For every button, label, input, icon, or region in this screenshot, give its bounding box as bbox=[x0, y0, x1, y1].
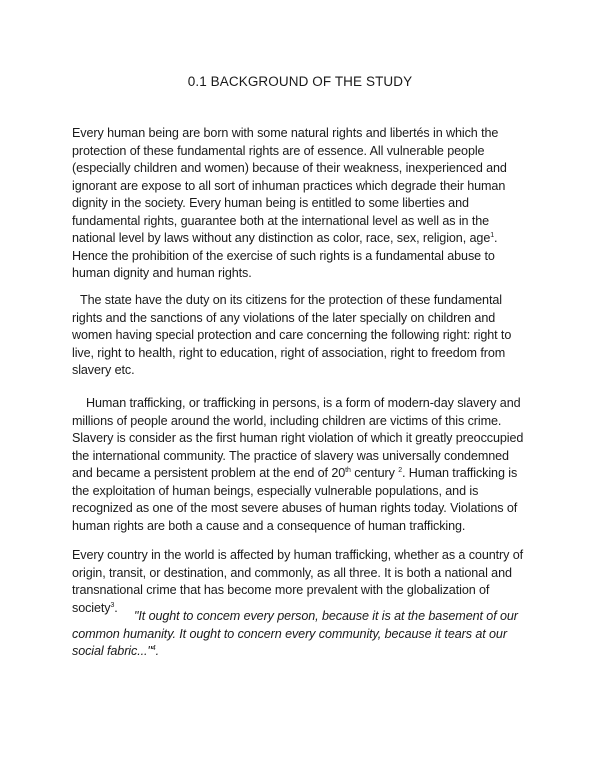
paragraph-trafficking-tail: . Human trafficking is the exploitation of human beings, especially vulnerable populations, and is recognized as one of the most severe abuses of human rights today. Violations of human rights are both a cause and a consequence of human trafficking. bbox=[72, 466, 518, 533]
paragraph-state-duty bbox=[72, 292, 532, 380]
block-quote-text: "It ought to concem every person, because it is at the basement of our common humanity. It ought to concern every community, because it tears at our social fabric..." bbox=[72, 609, 518, 658]
paragraph-trafficking-text-b: century bbox=[350, 466, 399, 480]
paragraph-state-duty-text: The state have the duty on its citizens for the protection of these fundamental rights and the sanctions of any violations of the later specially on children and women having special protection and care concerning the following right: right to live, right to health, right to education, right of association, right to freedom from slavery etc. bbox=[72, 293, 512, 377]
paragraph-rights-text: Every human being are born with some natural rights and libertés in which the protection of these fundamental rights are of essence. All vulnerable people (especially children and women) because of their weakness, inexperienced and ignorant are expose to all sort of inhuman practices which degrade their human dignity in the society. Every human being is entitled to some liberties and fundamental rights, guarantee both at the international level as well as in the national level by laws without any distinction as color, race, sex, religion, age bbox=[72, 126, 507, 245]
ordinal-suffix: th bbox=[345, 466, 351, 474]
paragraph-trafficking bbox=[72, 395, 532, 535]
footnote-marker-4: 4 bbox=[151, 644, 156, 652]
paragraph-every-country-text: Every country in the world is affected by human trafficking, whether as a country of origin, transit, or destination, and commonly, as all three. It is both a national and transnational crime that has become more prevalent with the globalization of society bbox=[72, 548, 524, 615]
section-heading: 0.1 BACKGROUND OF THE STUDY bbox=[187, 74, 413, 89]
paragraph-every-country bbox=[72, 547, 532, 617]
footnote-marker-3: 3 bbox=[110, 601, 115, 609]
block-quote-tail: . bbox=[155, 644, 159, 658]
block-quote bbox=[72, 608, 532, 661]
paragraph-trafficking-text-a: Human trafficking, or trafficking in persons, is a form of modern-day slavery and millions of people around the world, including children are victims of this crime. Slavery is consider as the first human right violation of which it greatly preoccupied the international community. The practice of slavery was universally condemned and became a persistent problem at the end of 20 bbox=[72, 396, 524, 480]
paragraph-rights-tail: . Hence the prohibition of the exercise of such rights is a fundamental abuse to human dignity and human rights. bbox=[72, 231, 498, 280]
footnote-marker-1: 1 bbox=[490, 231, 495, 239]
paragraph-every-country-tail: . bbox=[114, 600, 118, 615]
footnote-marker-2: 2 bbox=[398, 466, 402, 474]
paragraph-rights bbox=[72, 125, 532, 283]
